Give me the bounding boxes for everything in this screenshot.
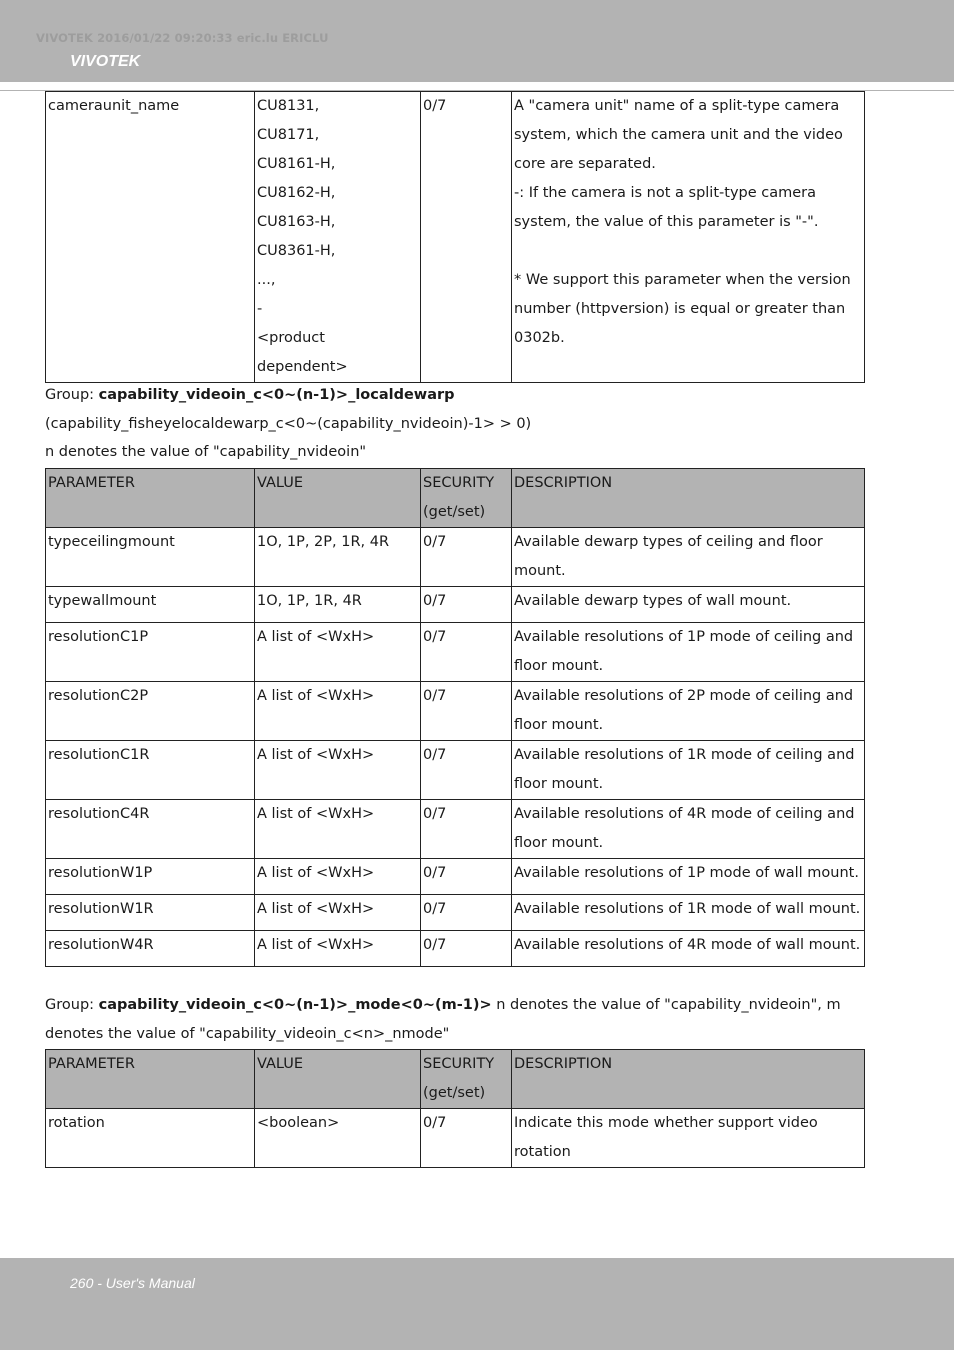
group-heading-localdewarp <box>45 381 875 410</box>
header-parameter: PARAMETER <box>46 1050 255 1109</box>
table-row <box>46 800 865 859</box>
table-row <box>46 682 865 741</box>
cell-parameter: typeceilingmount <box>46 528 255 587</box>
cell-security: 0/7 <box>421 931 512 967</box>
header-description: DESCRIPTION <box>512 1050 865 1109</box>
table-row <box>46 92 865 383</box>
cell-description: Available resolutions of 4R mode of wall mount. <box>512 931 865 967</box>
cell-description: Available resolutions of 1R mode of wall mount. <box>512 895 865 931</box>
table-localdewarp <box>45 468 865 967</box>
table-row <box>46 528 865 587</box>
cell-security: 0/7 <box>421 800 512 859</box>
cell-parameter: resolutionC2P <box>46 682 255 741</box>
cell-security: 0/7 <box>421 895 512 931</box>
cell-security: 0/7 <box>421 587 512 623</box>
cell-description: Available resolutions of 1P mode of ceiling and floor mount. <box>512 623 865 682</box>
cell-security: 0/7 <box>421 741 512 800</box>
header-parameter: PARAMETER <box>46 469 255 528</box>
table-row <box>46 623 865 682</box>
header-security: SECURITY (get/set) <box>421 469 512 528</box>
page-header <box>0 0 954 82</box>
cell-value: A list of <WxH> <box>255 895 421 931</box>
cell-value: A list of <WxH> <box>255 623 421 682</box>
print-stamp: VIVOTEK 2016/01/22 09:20:33 eric.lu ERICLU <box>36 31 329 45</box>
table-cameraunit <box>45 91 865 383</box>
table-mode <box>45 1049 865 1168</box>
group-note: n denotes the value of "capability_nvideoin" <box>45 444 367 460</box>
group-heading-mode <box>45 991 875 1020</box>
cell-parameter: resolutionC1R <box>46 741 255 800</box>
cell-security: 0/7 <box>421 859 512 895</box>
cell-description: Available dewarp types of wall mount. <box>512 587 865 623</box>
page-number: 260 - User's Manual <box>70 1275 195 1291</box>
group-condition: (capability_fisheyelocaldewarp_c<0~(capability_nvideoin)-1> > 0) <box>45 416 532 432</box>
cell-security: 0/7 <box>421 682 512 741</box>
cell-security: 0/7 <box>421 528 512 587</box>
cell-value: 1O, 1P, 2P, 1R, 4R <box>255 528 421 587</box>
cell-value: A list of <WxH> <box>255 800 421 859</box>
table-header-row <box>46 469 865 528</box>
group-note-line2: denotes the value of "capability_videoin_c<n>_nmode" <box>45 1026 450 1042</box>
header-description: DESCRIPTION <box>512 469 865 528</box>
cell-value: A list of <WxH> <box>255 931 421 967</box>
cell-parameter: resolutionC1P <box>46 623 255 682</box>
cell-value: A list of <WxH> <box>255 741 421 800</box>
cell-description: Available resolutions of 1P mode of wall mount. <box>512 859 865 895</box>
group-prefix: Group: <box>45 997 99 1013</box>
cell-description: Available resolutions of 1R mode of ceiling and floor mount. <box>512 741 865 800</box>
table-row <box>46 931 865 967</box>
group-name: capability_videoin_c<0~(n-1)>_localdewarp <box>98 387 455 403</box>
header-security: SECURITY (get/set) <box>421 1050 512 1109</box>
cell-value: <boolean> <box>255 1109 421 1168</box>
cell-parameter: resolutionW1R <box>46 895 255 931</box>
brand-logo: VIVOTEK <box>70 53 141 70</box>
cell-parameter: rotation <box>46 1109 255 1168</box>
group-note: n denotes the value of "capability_nvideoin", m <box>491 997 841 1013</box>
cell-parameter: typewallmount <box>46 587 255 623</box>
group-name: capability_videoin_c<0~(n-1)>_mode<0~(m-1)> <box>98 997 492 1013</box>
cell-parameter: cameraunit_name <box>46 92 255 383</box>
header-value: VALUE <box>255 1050 421 1109</box>
cell-description: Available resolutions of 4R mode of ceiling and floor mount. <box>512 800 865 859</box>
table-row <box>46 859 865 895</box>
cell-parameter: resolutionW4R <box>46 931 255 967</box>
cell-security: 0/7 <box>421 92 512 383</box>
cell-parameter: resolutionW1P <box>46 859 255 895</box>
table-header-row <box>46 1050 865 1109</box>
cell-value: A list of <WxH> <box>255 859 421 895</box>
cell-security: 0/7 <box>421 623 512 682</box>
cell-description: Available dewarp types of ceiling and floor mount. <box>512 528 865 587</box>
cell-value: A list of <WxH> <box>255 682 421 741</box>
table-row <box>46 587 865 623</box>
header-value: VALUE <box>255 469 421 528</box>
cell-value: CU8131, CU8171, CU8161-H, CU8162-H, CU8163-H, CU8361-H, ..., - <product dependent> <box>255 92 421 383</box>
page-footer <box>0 1258 954 1350</box>
table-row <box>46 895 865 931</box>
cell-value: 1O, 1P, 1R, 4R <box>255 587 421 623</box>
table-row <box>46 1109 865 1168</box>
group-prefix: Group: <box>45 387 99 403</box>
table-row <box>46 741 865 800</box>
cell-description: A "camera unit" name of a split-type camera system, which the camera unit and the video core are separated. -: If the camera is not a split-type camera system, the value of this parameter is "-". * We support this parameter when the version number (httpversion) is equal or greater than 0302b. <box>512 92 865 383</box>
cell-parameter: resolutionC4R <box>46 800 255 859</box>
cell-description: Available resolutions of 2P mode of ceiling and floor mount. <box>512 682 865 741</box>
cell-security: 0/7 <box>421 1109 512 1168</box>
cell-description: Indicate this mode whether support video rotation <box>512 1109 865 1168</box>
